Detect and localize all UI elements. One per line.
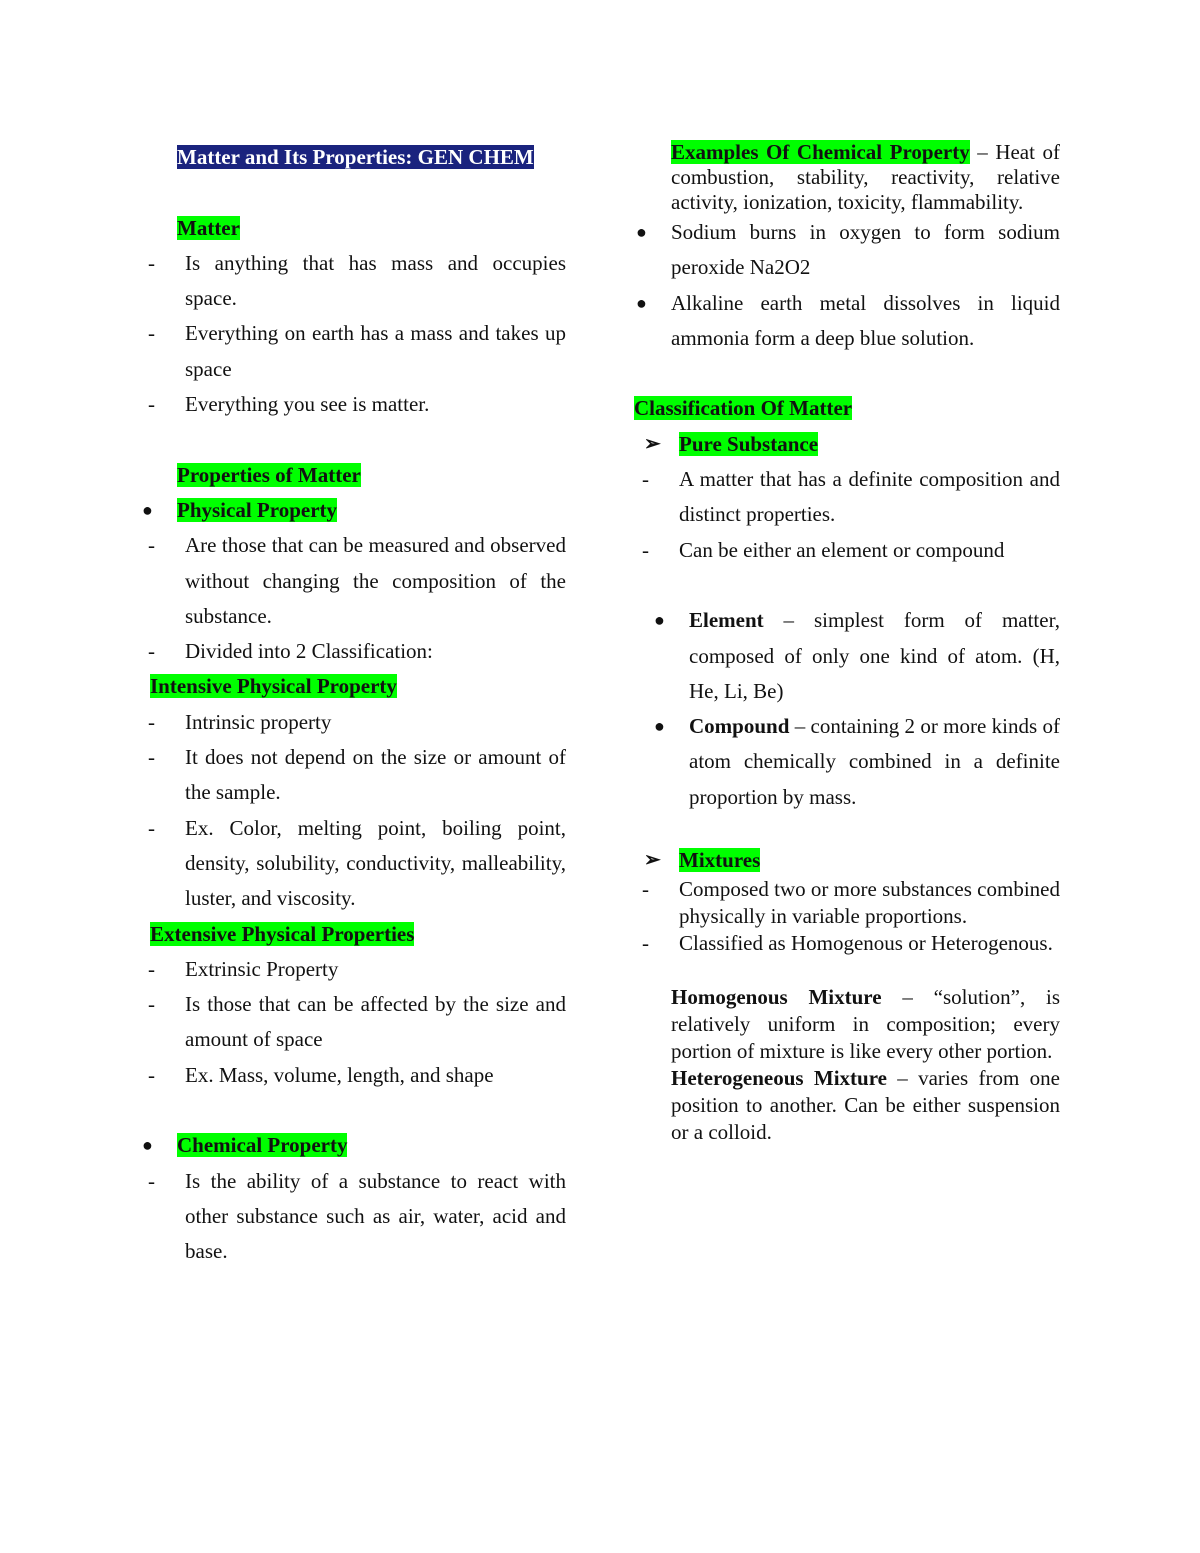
properties-heading: Properties of Matter — [177, 462, 361, 487]
document-title-block — [177, 140, 566, 175]
arrow-bullet-icon: ➢ — [644, 432, 661, 455]
list-item: - Is the ability of a substance to react with other substance such as air, water, acid and base. — [148, 1168, 566, 1264]
examples-paragraph: Examples Of Chemical Property – Heat of combustion, stability, reactivity, relative activity, ionization, toxicity, flammability. — [671, 140, 1060, 214]
list-item: - Composed two or more substances combined physically in variable proportions. — [642, 877, 1060, 929]
list-item: - Everything you see is matter. — [148, 392, 430, 417]
list-item: - A matter that has a definite composition and distinct properties. — [642, 467, 1060, 527]
element-item: ● Element – simplest form of matter, composed of only one kind of atom. (H, He, Li, Be) — [634, 603, 1060, 709]
list-item: - Is those that can be affected by the size and amount of space — [148, 992, 566, 1052]
right-column — [634, 140, 1060, 1146]
list-item: - Are those that can be measured and observed without changing the composition of the substance. — [148, 533, 566, 628]
bullet-icon: ● — [636, 292, 647, 313]
list-item: ● Alkaline earth metal dissolves in liquid ammonia form a deep blue solution. — [634, 286, 1060, 357]
homogenous-paragraph: Homogenous Mixture – “solution”, is relatively uniform in composition; every portion of mixture is like every other portion. — [671, 985, 1060, 1064]
heterogeneous-paragraph: Heterogeneous Mixture – varies from one position to another. Can be either suspension or a colloid. — [671, 1066, 1060, 1145]
list-item: - Extrinsic Property — [148, 956, 339, 981]
left-column — [140, 140, 566, 1270]
classification-heading: Classification Of Matter — [634, 396, 853, 421]
document-title: Matter and Its Properties: GEN CHEM — [177, 145, 534, 169]
chemical-property-bullet: ● Chemical Property — [140, 1128, 566, 1163]
list-item: - Intrinsic property — [148, 709, 332, 734]
extensive-heading: Extensive Physical Properties — [150, 921, 415, 946]
list-item: - Ex. Mass, volume, length, and shape — [148, 1062, 494, 1087]
compound-item: ● Compound – containing 2 or more kinds of atom chemically combined in a definite proportion by mass. — [634, 709, 1060, 815]
list-item: - Can be either an element or compound — [642, 537, 1005, 562]
arrow-bullet-icon: ➢ — [644, 849, 661, 872]
list-item: - Divided into 2 Classification: — [148, 639, 433, 664]
physical-property-bullet: ● Physical Property — [140, 493, 566, 528]
bullet-icon: ● — [636, 222, 647, 242]
examples-heading: Examples Of Chemical Property — [671, 140, 970, 164]
bullet-icon: ● — [142, 1135, 153, 1156]
bullet-icon: ● — [654, 610, 665, 631]
matter-heading: Matter — [177, 215, 240, 240]
list-item: - Ex. Color, melting point, boiling point, density, solubility, conductivity, malleability, luster, and viscosity. — [148, 815, 566, 911]
list-item: - Classified as Homogenous or Heterogenous. — [642, 931, 1053, 956]
mixtures-item: ➢ Mixtures — [634, 845, 1060, 876]
list-item: ● Sodium burns in oxygen to form sodium peroxide Na2O2 — [634, 215, 1060, 286]
list-item: - It does not depend on the size or amount of the sample. — [148, 745, 566, 805]
bullet-icon: ● — [142, 499, 153, 520]
list-item: - Is anything that has mass and occupies space. — [148, 250, 566, 311]
list-item: - Everything on earth has a mass and takes up space — [148, 321, 566, 381]
intensive-heading: Intensive Physical Property — [150, 674, 397, 699]
pure-substance-item: ➢ Pure Substance — [634, 427, 1060, 462]
bullet-icon: ● — [654, 716, 665, 737]
